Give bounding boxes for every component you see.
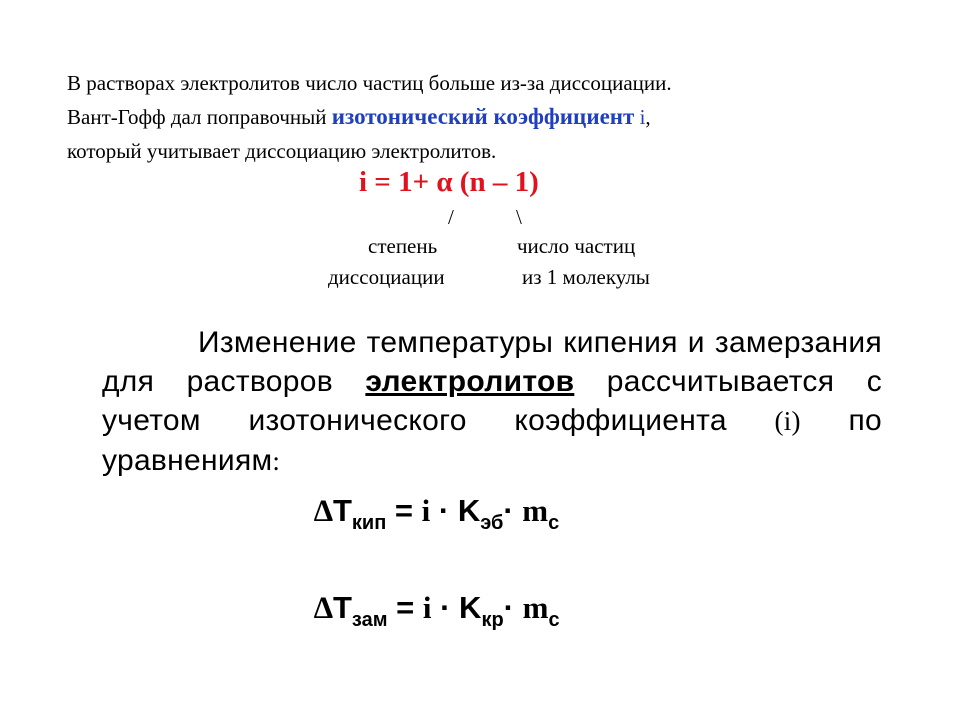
dot-operator: · — [431, 590, 460, 625]
k-symbol: K — [459, 590, 482, 625]
annotation-particle-count: число частиц — [517, 234, 636, 258]
intro-line-2-suffix: , — [645, 105, 651, 129]
m-symbol: m — [522, 590, 549, 625]
equals-sign: = — [387, 590, 423, 625]
formula-slash-left: / — [448, 205, 454, 229]
dot-operator: · — [503, 590, 523, 625]
k-subscript: кр — [481, 609, 504, 631]
formula-slash-right: \ — [516, 205, 522, 229]
t-subscript: кип — [351, 512, 387, 534]
annotation-dissociation: диссоциации — [328, 265, 445, 289]
intro-line-2-prefix: Вант-Гофф дал поправочный — [67, 105, 332, 129]
paragraph-part-3: по уравнениям — [102, 404, 882, 477]
intro-line-2 — [67, 104, 651, 130]
isotonic-formula: i = 1+ α (n – 1) — [359, 166, 539, 198]
dot-operator: · — [503, 493, 523, 528]
intro-line-3: который учитывает диссоциацию электролитов. — [67, 139, 497, 163]
boiling-point-equation — [314, 493, 560, 534]
k-subscript: эб — [480, 512, 504, 534]
i-symbol: i — [422, 590, 432, 625]
dot-operator: · — [430, 493, 458, 528]
paragraph-part-2: рассчитывается с учетом изотонического коэффициента — [102, 365, 882, 437]
paragraph-colon: : — [272, 446, 281, 476]
annotation-degree: степень — [368, 234, 438, 258]
freezing-point-equation — [314, 590, 560, 631]
m-subscript: c — [548, 512, 560, 534]
t-symbol: T — [332, 590, 352, 625]
t-symbol: T — [332, 493, 352, 528]
delta-symbol: ∆ — [314, 590, 333, 625]
isotonic-coefficient-symbol: i — [634, 105, 646, 129]
electrolytes-term: электролитов — [365, 365, 575, 398]
k-symbol: K — [457, 493, 481, 528]
intro-line-1: В растворах электролитов число частиц больше из-за диссоциации. — [67, 71, 672, 95]
paragraph-part-1: Изменение температуры кипения и замерзания для растворов — [102, 326, 882, 398]
main-paragraph — [102, 323, 882, 481]
delta-symbol: ∆ — [314, 493, 333, 528]
m-subscript: c — [548, 609, 560, 631]
t-subscript: зам — [351, 609, 388, 631]
equals-sign: = — [386, 493, 422, 528]
isotonic-coefficient-term: изотонический коэффициент — [331, 104, 635, 129]
coefficient-symbol: (i) — [774, 406, 801, 436]
annotation-per-molecule: из 1 молекулы — [522, 265, 650, 289]
i-symbol: i — [421, 493, 431, 528]
m-symbol: m — [522, 493, 549, 528]
